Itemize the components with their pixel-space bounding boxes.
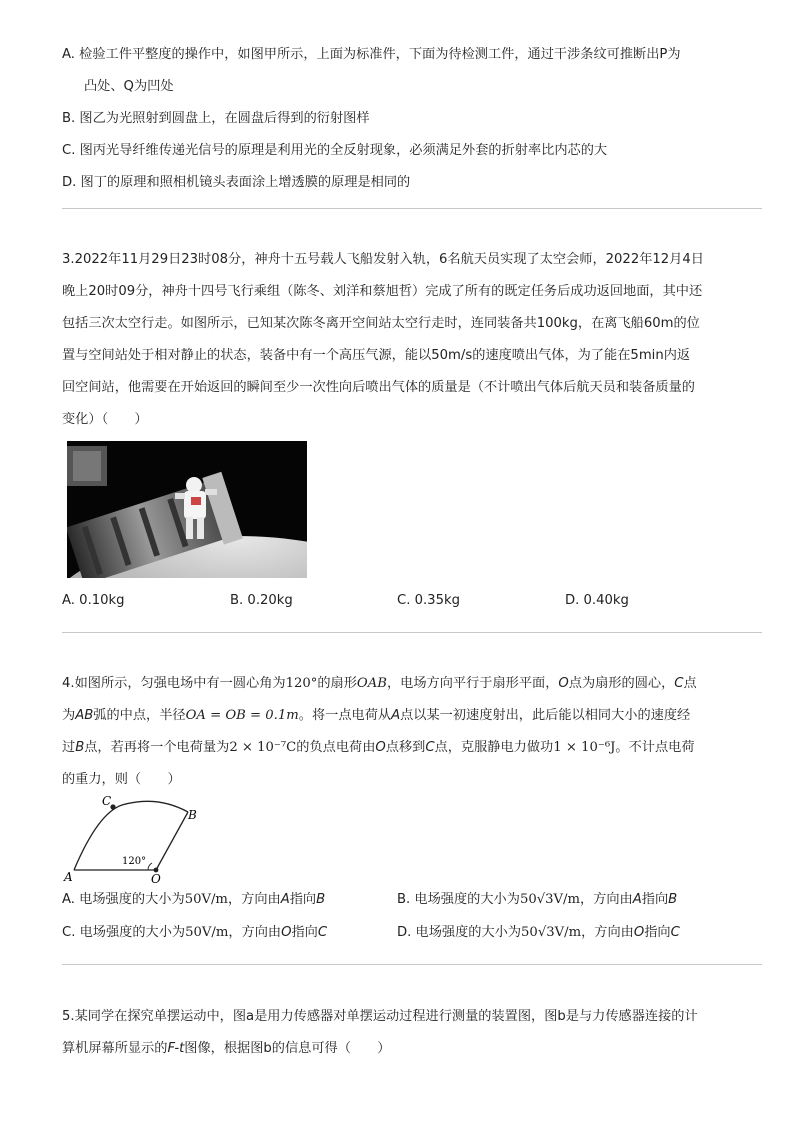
- q4-line3: 过B点，若再将一个电荷量为2 × 10⁻⁷C的负点电荷由O点移到C点，克服静电力做功1 × 10⁻⁶J。不计点电荷: [62, 740, 695, 755]
- sector-diagram: [62, 793, 212, 885]
- q3-line: 晚上20时09分，神舟十四号飞行乘组（陈冬、刘洋和蔡旭哲）完成了所有的既定任务后成功返回地面，其中还: [62, 284, 703, 299]
- label-b: B: [188, 808, 197, 822]
- separator: [62, 964, 762, 965]
- angle-arc: [148, 863, 152, 870]
- q2-option-c: C. 图丙光导纤维传递光信号的原理是利用光的全反射现象，必须满足外套的折射率比内芯的大: [62, 143, 608, 158]
- q4-line4: 的重力，则（ ）: [62, 772, 181, 787]
- label-c: C: [102, 794, 112, 808]
- label-a: A: [64, 870, 73, 884]
- q2-option-b: B. 图乙为光照射到圆盘上，在圆盘后得到的衍射图样: [62, 111, 370, 126]
- q5-line2: 算机屏幕所显示的F-t图像，根据图b的信息可得（ ）: [62, 1041, 391, 1056]
- q2-option-a-line1: A. 检验工件平整度的操作中，如图甲所示，上面为标准件，下面为待检测工件，通过干涉条纹可推断出P为: [62, 47, 681, 62]
- q4-option-d: D. 电场强度的大小为50√3V/m，方向由O指向C: [397, 925, 680, 940]
- q4-option-a: A. 电场强度的大小为50V/m，方向由A指向B: [62, 892, 326, 907]
- q3-line: 3.2022年11月29日23时08分，神舟十五号载人飞船发射入轨，6名航天员实现了太空会师，2022年12月4日: [62, 252, 704, 267]
- q4-line2: 为AB弧的中点，半径OA = OB = 0.1m。将一点电荷从A点以某一初速度射出，此后能以相同大小的速度经: [62, 708, 691, 723]
- q4-option-b: B. 电场强度的大小为50√3V/m，方向由A指向B: [397, 892, 678, 907]
- astronaut-spacewalk-photo: [67, 441, 307, 578]
- separator: [62, 632, 762, 633]
- q3-line: 置与空间站处于相对静止的状态，装备中有一个高压气源，能以50m/s的速度喷出气体，为了能在5min内返: [62, 348, 691, 363]
- q3-line: 包括三次太空行走。如图所示，已知某次陈冬离开空间站太空行走时，连同装备共100kg，在离飞船60m的位: [62, 316, 700, 331]
- separator: [62, 208, 762, 209]
- q3-option-d: D. 0.40kg: [565, 593, 629, 608]
- q3-option-a: A. 0.10kg: [62, 593, 125, 608]
- radius-ob: [156, 812, 188, 870]
- angle-label: 120°: [122, 856, 147, 867]
- q3-line: 回空间站，他需要在开始返回的瞬间至少一次性向后喷出气体的质量是（不计喷出气体后航天员和装备质量的: [62, 380, 695, 395]
- q3-option-b: B. 0.20kg: [230, 593, 293, 608]
- q2-option-a-line2: 凸处、Q为凹处: [84, 79, 174, 94]
- q4-line1: 4.如图所示，匀强电场中有一圆心角为120°的扇形OAB，电场方向平行于扇形平面，O点为扇形的圆心，C点: [62, 676, 697, 691]
- q4-option-c: C. 电场强度的大小为50V/m，方向由O指向C: [62, 925, 328, 940]
- q2-option-d: D. 图丁的原理和照相机镜头表面涂上增透膜的原理是相同的: [62, 175, 411, 190]
- q3-option-c: C. 0.35kg: [397, 593, 460, 608]
- label-o: O: [151, 872, 161, 885]
- q5-line1: 5.某同学在探究单摆运动中，图a是用力传感器对单摆运动过程进行测量的装置图，图b是与力传感器连接的计: [62, 1009, 698, 1024]
- q3-line: 变化）（ ）: [62, 412, 148, 427]
